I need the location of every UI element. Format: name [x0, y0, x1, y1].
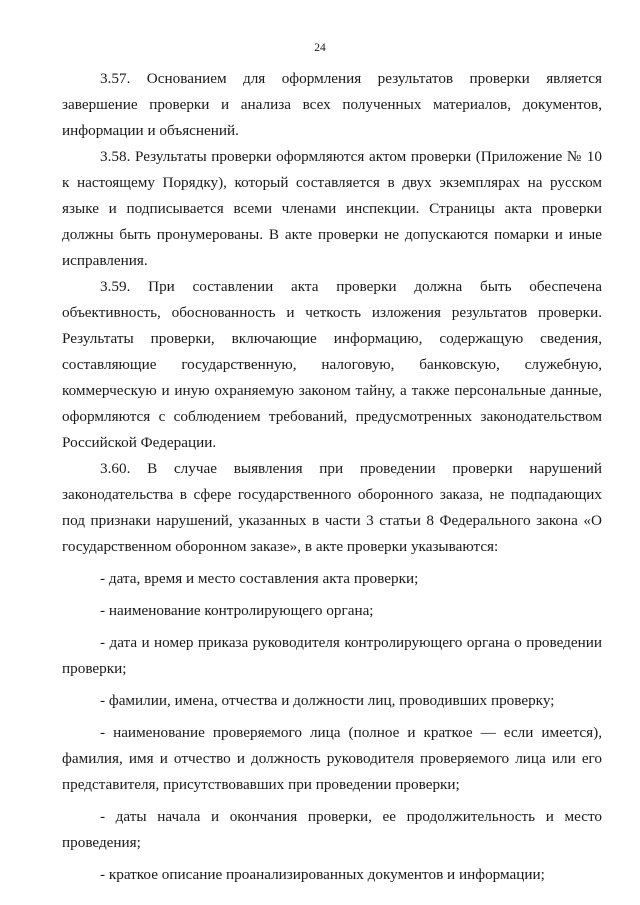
paragraph-3-60: 3.60. В случае выявления при проведении проверки нарушений законодательства в сфере государственного оборонного заказа, не подпадающих под признаки нарушений, указанных в части 3 статьи 8 Федерального закона «О государственном оборонном заказе», в акте проверки указываются:	[62, 460, 602, 555]
paragraph-3-59: 3.59. При составлении акта проверки должна быть обеспечена объективность, обоснованность и четкость изложения результатов проверки. Результаты проверки, включающие информацию, содержащую сведения, составляющие государственную, налоговую, банковскую, служебную, коммерческую и иную охраняемую законом тайну, а также персональные данные, оформляются с соблюдением требований, предусмотренных законодательством Российской Федерации.	[62, 278, 602, 451]
document-body	[62, 66, 602, 888]
list-item: - наименование контролирующего органа;	[100, 602, 374, 619]
list-item: - дата и номер приказа руководителя контролирующего органа о проведении проверки;	[62, 634, 602, 677]
list-item: - даты начала и окончания проверки, ее продолжительность и место проведения;	[62, 808, 602, 851]
list-item: - наименование проверяемого лица (полное и краткое — если имеется), фамилия, имя и отчество и должность руководителя проверяемого лица или его представителя, присутствовавших при проведении проверки;	[62, 724, 602, 793]
paragraph-3-57: 3.57. Основанием для оформления результатов проверки является завершение проверки и анализа всех полученных материалов, документов, информации и объяснений.	[62, 70, 602, 139]
page-number: 24	[314, 42, 326, 54]
list-item: - дата, время и место составления акта проверки;	[100, 570, 419, 587]
list-item: - краткое описание проанализированных документов и информации;	[100, 866, 545, 883]
list-item: - фамилии, имена, отчества и должности лиц, проводивших проверку;	[100, 692, 555, 709]
paragraph-3-58: 3.58. Результаты проверки оформляются актом проверки (Приложение № 10 к настоящему Порядку), который составляется в двух экземплярах на русском языке и подписывается всеми членами инспекции. Страницы акта проверки должны быть пронумерованы. В акте проверки не допускаются помарки и иные исправления.	[62, 148, 602, 269]
